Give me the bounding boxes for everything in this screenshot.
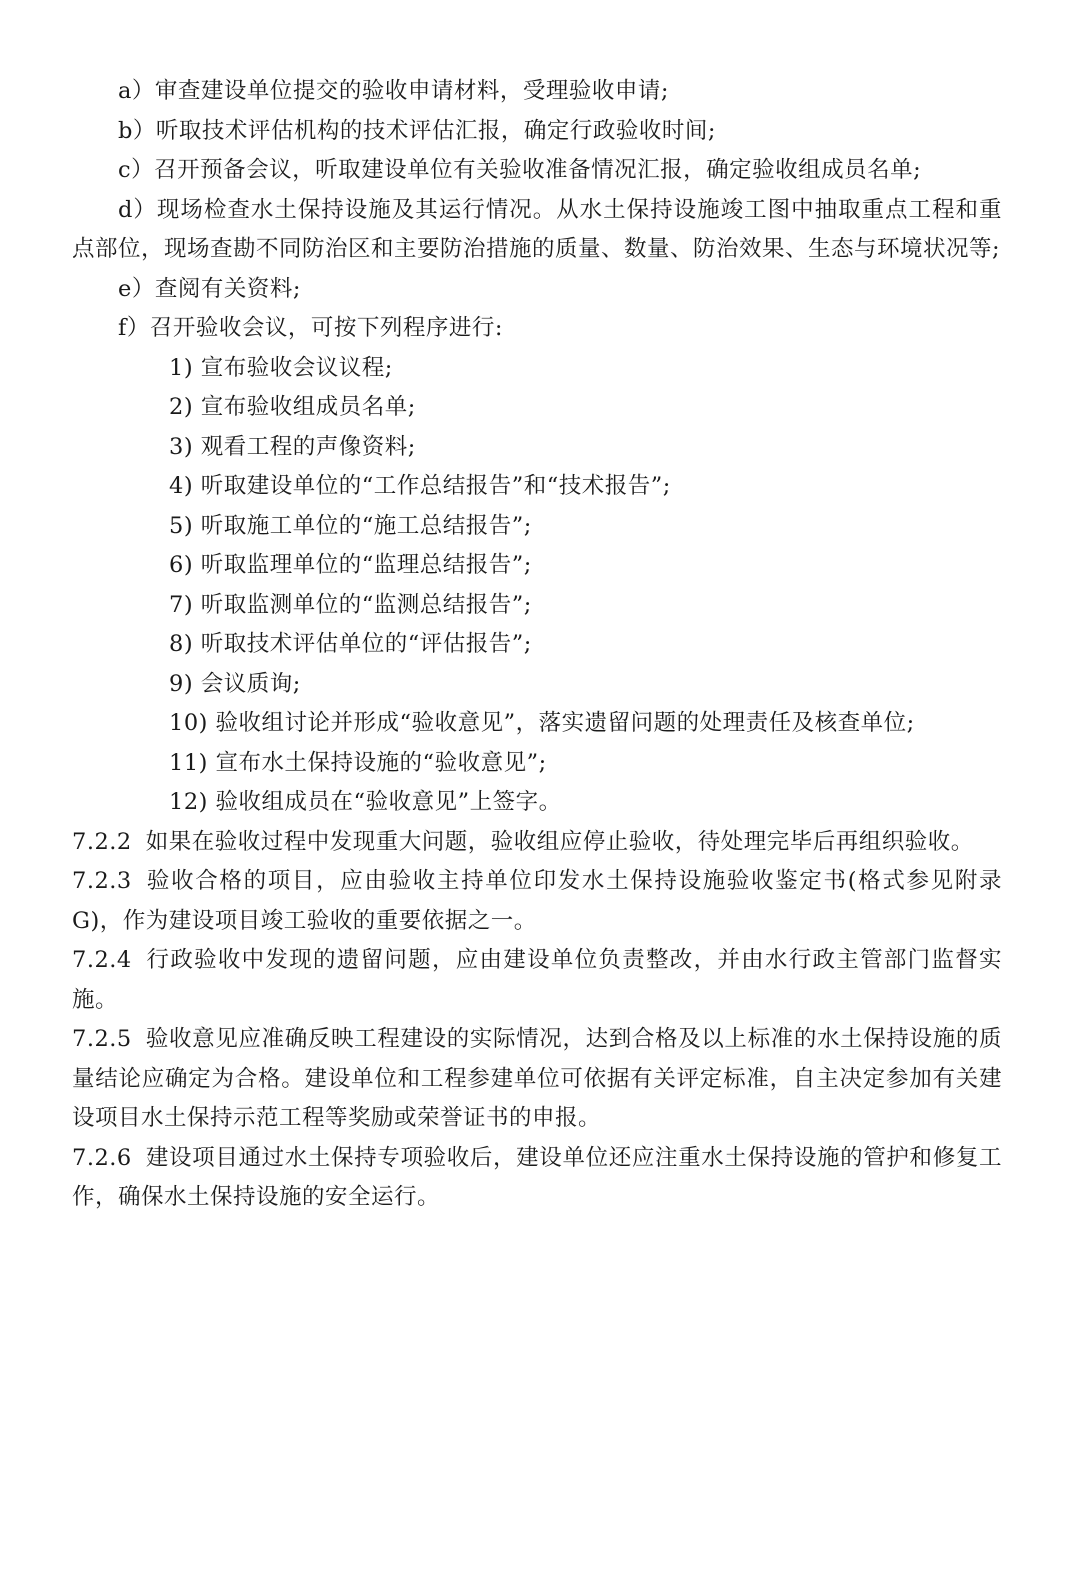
list-item-f: f）召开验收会议，可按下列程序进行: bbox=[118, 315, 503, 341]
clause-7-2-5 bbox=[72, 1020, 1002, 1139]
list-item-b: b）听取技术评估机构的技术评估汇报，确定行政验收时间; bbox=[118, 117, 716, 144]
meeting-step: 12) 验收组成员在“验收意见”上签字。 bbox=[169, 789, 562, 815]
meeting-step: 5) 听取施工单位的“施工总结报告”; bbox=[169, 512, 532, 539]
clause-7-2-6 bbox=[72, 1139, 1002, 1218]
meeting-step: 6) 听取监理单位的“监理总结报告”; bbox=[169, 552, 532, 578]
list-item-c: c）召开预备会议，听取建设单位有关验收准备情况汇报，确定验收组成员名单; bbox=[118, 157, 922, 183]
meeting-step: 8) 听取技术评估单位的“评估报告”; bbox=[169, 631, 532, 657]
clause-7-2-2 bbox=[72, 823, 1002, 863]
meeting-step: 1) 宣布验收会议议程; bbox=[169, 354, 393, 381]
clause-text: 如果在验收过程中发现重大问题，验收组应停止验收，待处理完毕后再组织验收。 bbox=[145, 828, 974, 855]
meeting-step: 11) 宣布水土保持设施的“验收意见”; bbox=[169, 749, 547, 776]
clause-number: 7.2.4 bbox=[72, 947, 132, 973]
meeting-step: 10) 验收组讨论并形成“验收意见”，落实遗留问题的处理责任及核查单位; bbox=[169, 710, 915, 736]
clause-text: 验收合格的项目，应由验收主持单位印发水土保持设施验收鉴定书(格式参见附录G)，作为建设项目竣工验收的重要依据之一。 bbox=[72, 868, 1002, 934]
clause-7-2-4 bbox=[72, 941, 1002, 1020]
meeting-step: 9) 会议质询; bbox=[169, 670, 301, 697]
meeting-step: 3) 观看工程的声像资料; bbox=[169, 433, 416, 460]
clause-number: 7.2.2 bbox=[72, 828, 132, 855]
clause-text: 验收意见应准确反映工程建设的实际情况，达到合格及以上标准的水土保持设施的质量结论应确定为合格。建设单位和工程参建单位可依据有关评定标准，自主决定参加有关建设项目水土保持示范工程等奖励或荣誉证书的申报。 bbox=[72, 1026, 1002, 1131]
meeting-step: 7) 听取监测单位的“监测总结报告”; bbox=[169, 591, 532, 618]
list-item-d: d）现场检查水土保持设施及其运行情况。从水土保持设施竣工图中抽取重点工程和重点部位，现场查勘不同防治区和主要防治措施的质量、数量、防治效果、生态与环境状况等; bbox=[72, 196, 1002, 262]
list-item-e: e）查阅有关资料; bbox=[118, 275, 301, 302]
clause-number: 7.2.6 bbox=[72, 1144, 132, 1171]
clause-number: 7.2.3 bbox=[72, 868, 132, 894]
meeting-step: 2) 宣布验收组成员名单; bbox=[169, 394, 416, 420]
clause-7-2-3 bbox=[72, 862, 1002, 941]
meeting-step: 4) 听取建设单位的“工作总结报告”和“技术报告”; bbox=[169, 473, 671, 499]
list-item-a: a）审查建设单位提交的验收申请材料，受理验收申请; bbox=[118, 78, 669, 104]
clause-text: 行政验收中发现的遗留问题，应由建设单位负责整改，并由水行政主管部门监督实施。 bbox=[72, 947, 1002, 1013]
clause-text: 建设项目通过水土保持专项验收后，建设单位还应注重水土保持设施的管护和修复工作，确保水土保持设施的安全运行。 bbox=[72, 1144, 1002, 1210]
clause-number: 7.2.5 bbox=[72, 1026, 132, 1052]
document-page bbox=[72, 72, 1002, 1218]
